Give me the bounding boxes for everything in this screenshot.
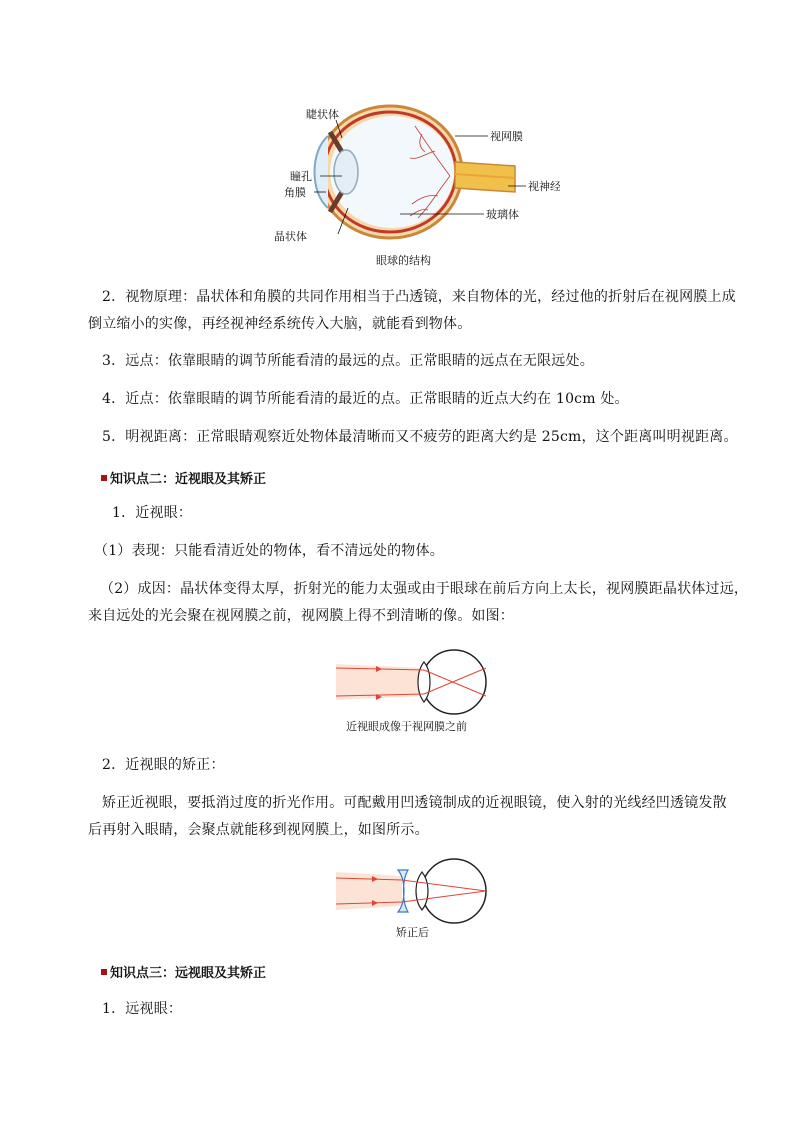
- label-vitreous: 玻璃体: [486, 208, 519, 221]
- myopia-correction-text: [88, 790, 728, 844]
- myopia-figure-caption: 近视眼成像于视网膜之前: [346, 720, 467, 733]
- myopia-cause-line-2: 来自远处的光会聚在视网膜之前，视网膜上得不到清晰的像。如图：: [88, 608, 514, 624]
- section-heading-myopia-text: 知识点二：近视眼及其矫正: [110, 472, 267, 487]
- eye-figure-caption: 眼球的结构: [376, 254, 431, 267]
- paragraph-distinct-vision: 5．明视距离：正常眼睛观察近处物体最清晰而又不疲劳的距离大约是 25cm，这个距离叫明视距离。: [102, 429, 738, 445]
- item-hyperopia: 1．远视眼：: [102, 1001, 183, 1017]
- label-retina: 视网膜: [490, 130, 523, 143]
- eye-structure-figure: [250, 96, 560, 271]
- paragraph-vision-principle: [88, 284, 736, 338]
- heading-square-icon: [101, 969, 107, 975]
- myopia-correction-line-1: 矫正近视眼，要抵消过度的折光作用。可配戴用凹透镜制成的近视眼镜，使入射的光线经凹透镜发散: [102, 795, 727, 811]
- item-myopia-correction: 2．近视眼的矫正：: [102, 757, 225, 773]
- paragraph-far-point: 3．远点：依靠眼睛的调节所能看清的最远的点。正常眼睛的远点在无限远处。: [102, 353, 594, 369]
- label-pupil: 瞳孔: [290, 170, 312, 183]
- corrected-diagram: [336, 858, 496, 942]
- section-heading-hyperopia: [101, 962, 266, 981]
- vision-principle-line-1: 2．视物原理：晶状体和角膜的共同作用相当于凸透镜，来自物体的光，经过他的折射后在视网膜上成: [102, 289, 736, 305]
- heading-square-icon: [101, 475, 107, 481]
- vision-principle-line-2: 倒立缩小的实像，再经视神经系统传入大脑，就能看到物体。: [88, 316, 472, 332]
- myopia-symptom: （1）表现：只能看清近处的物体，看不清远处的物体。: [94, 543, 444, 559]
- myopia-correction-line-2: 后再射入眼睛，会聚点就能移到视网膜上，如图所示。: [88, 822, 429, 838]
- section-heading-myopia: [101, 468, 266, 487]
- section-heading-hyperopia-text: 知识点三：远视眼及其矫正: [110, 966, 267, 981]
- label-optic-nerve: 视神经: [528, 180, 560, 193]
- myopia-cause-line-1: （2）成因：晶状体变得太厚，折射光的能力太强或由于眼球在前后方向上太长，视网膜距晶状体过远，: [100, 581, 749, 597]
- item-myopia: 1．近视眼：: [112, 505, 193, 521]
- corrected-figure: [336, 858, 496, 942]
- paragraph-near-point: 4．近点：依靠眼睛的调节所能看清的最近的点。正常眼睛的近点大约在 10cm 处。: [102, 391, 629, 407]
- myopia-diagram: [336, 648, 506, 738]
- corrected-figure-caption: 矫正后: [396, 926, 429, 939]
- myopia-cause: [88, 576, 749, 630]
- label-cornea: 角膜: [284, 186, 306, 199]
- label-ciliary-body: 睫状体: [306, 108, 339, 121]
- myopia-figure: [336, 648, 506, 738]
- eye-structure-illustration: [250, 96, 560, 271]
- label-lens: 晶状体: [274, 230, 307, 243]
